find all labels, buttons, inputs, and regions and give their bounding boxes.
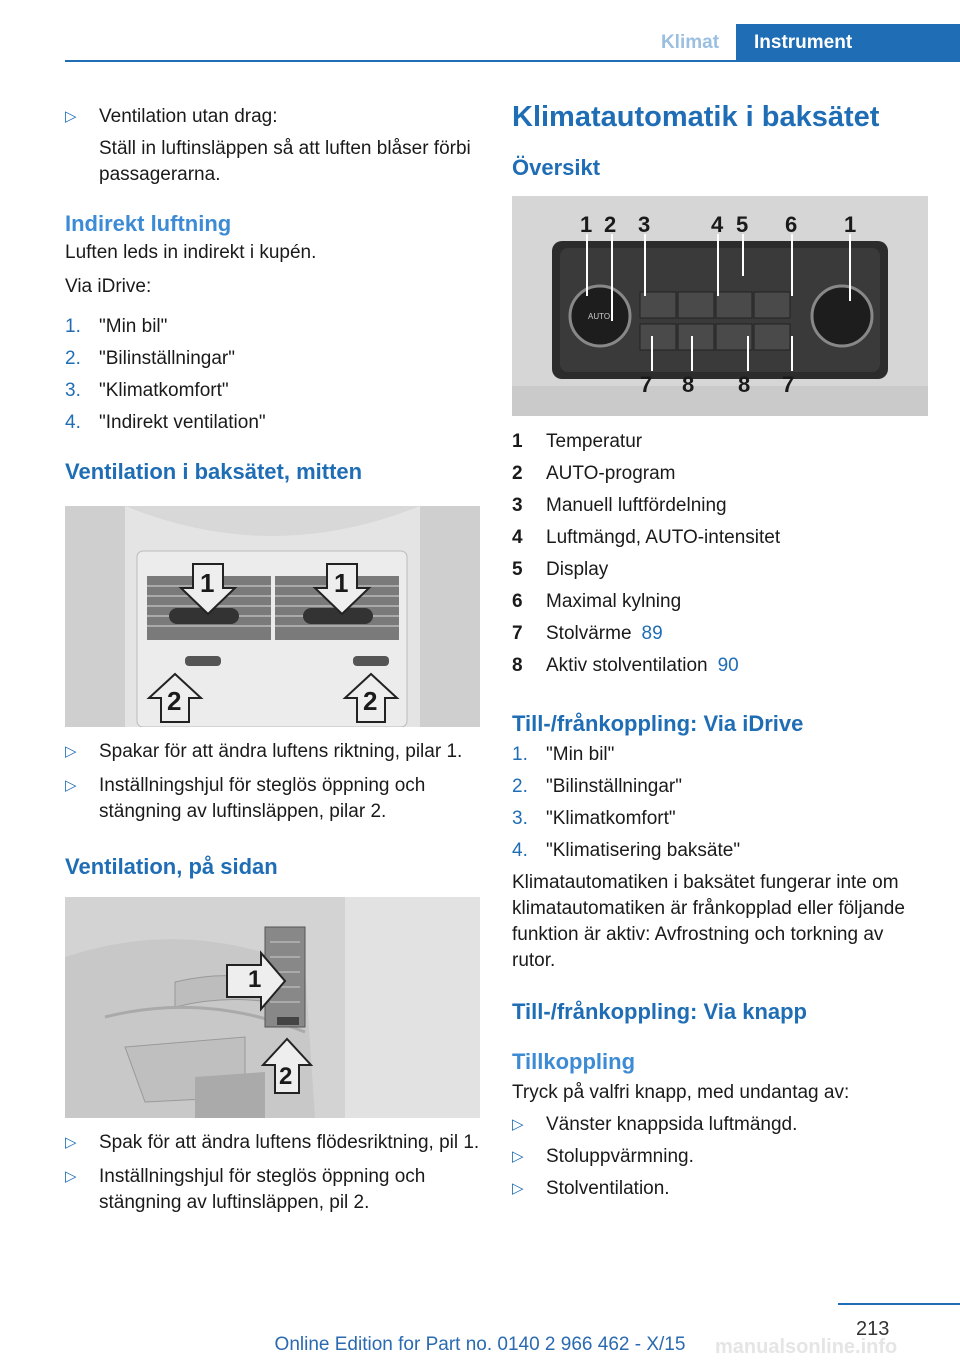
triangle-bullet-icon: ▷	[65, 108, 77, 125]
step-label: "Bilinställningar"	[546, 776, 682, 797]
panel-number-4: 4	[711, 212, 724, 237]
panel-number-1b: 1	[844, 212, 857, 237]
heading-knapp: Till-/frånkoppling: Via knapp	[512, 999, 807, 1024]
triangle-bullet-icon: ▷	[512, 1148, 524, 1165]
list-item	[65, 314, 480, 340]
list-item	[512, 742, 928, 768]
legend-item	[512, 586, 928, 618]
panel-number-1: 1	[580, 212, 593, 237]
step-number: 2.	[512, 776, 528, 797]
legend-number: 2	[512, 463, 523, 484]
legend-label: Stolvärme	[546, 623, 632, 644]
triangle-bullet-icon: ▷	[512, 1116, 524, 1133]
left-column	[65, 100, 480, 1216]
legend-item	[512, 426, 928, 458]
tab-klimat[interactable]: Klimat	[660, 32, 720, 53]
bullet-item	[512, 1144, 928, 1170]
panel-number-7b: 7	[782, 372, 795, 397]
list-item	[65, 346, 480, 372]
legend-number: 6	[512, 591, 523, 612]
bullet-text: Inställningshjul för steglös öppning och stängning av luftinsläppen, pil 2.	[99, 1166, 426, 1213]
paragraph-note: Klimatautomatiken i baksätet fungerar inte om klimatautomatiken är frånkopplad eller följande funktion är aktiv: Avfrostning och torkning av rutor.	[512, 872, 905, 971]
step-label: "Klimatkomfort"	[546, 808, 676, 829]
paragraph: Via iDrive:	[65, 276, 152, 297]
step-label: "Indirekt ventilation"	[99, 412, 266, 433]
panel-number-6: 6	[785, 212, 798, 237]
legend-number: 1	[512, 431, 523, 452]
right-column	[512, 100, 928, 1202]
control-panel-image	[512, 196, 928, 416]
list-item	[65, 378, 480, 404]
arrow-label-2: 2	[279, 1063, 293, 1090]
step-number: 1.	[65, 316, 81, 337]
page-reference-link[interactable]: 90	[717, 655, 739, 676]
legend-item	[512, 458, 928, 490]
page-reference-link[interactable]: 89	[641, 623, 663, 644]
legend-label: Display	[546, 559, 609, 580]
step-number: 1.	[512, 744, 528, 765]
page-title: Klimatautomatik i baksätet	[512, 101, 880, 133]
bullet-item	[65, 739, 480, 765]
edition-footer: Online Edition for Part no. 0140 2 966 462 - X/15	[274, 1334, 686, 1355]
step-number: 3.	[65, 380, 81, 401]
legend-label: Manuell luftfördelning	[546, 495, 727, 516]
bullet-text: Ställ in luftinsläppen så att luften blåser förbi passagerarna.	[99, 138, 471, 185]
bullet-item	[65, 1130, 480, 1156]
legend-label: AUTO-program	[546, 463, 676, 484]
legend-label: Maximal kylning	[546, 591, 682, 612]
legend-number: 4	[512, 527, 523, 548]
panel-number-3: 3	[638, 212, 651, 237]
triangle-bullet-icon: ▷	[512, 1180, 524, 1197]
bullet-ventilation-utan-drag	[65, 104, 480, 188]
bullet-text: Vänster knappsida luftmängd.	[546, 1114, 798, 1135]
bullet-title: Ventilation utan drag:	[99, 106, 278, 127]
side-vent-image	[65, 897, 480, 1118]
center-vent-illustration	[65, 506, 480, 727]
arrow-label-1: 1	[248, 966, 262, 993]
steps-list	[512, 742, 928, 864]
bullet-text: Spak för att ändra luftens flödesriktning, pil 1.	[99, 1132, 480, 1153]
arrow-label-2: 2	[363, 686, 378, 716]
bullet-item	[512, 1112, 928, 1138]
panel-number-2: 2	[604, 212, 617, 237]
list-item	[512, 838, 928, 864]
watermark: manualsonline.info	[715, 1336, 898, 1358]
heading-ventilation-sidan: Ventilation, på sidan	[65, 854, 278, 879]
step-label: "Klimatkomfort"	[99, 380, 229, 401]
step-label: "Min bil"	[99, 316, 168, 337]
step-label: "Bilinställningar"	[99, 348, 235, 369]
panel-number-7: 7	[640, 372, 653, 397]
heading-idrive: Till-/frånkoppling: Via iDrive	[512, 711, 804, 736]
legend-number: 5	[512, 559, 523, 580]
triangle-bullet-icon: ▷	[65, 777, 77, 794]
step-label: "Min bil"	[546, 744, 615, 765]
step-number: 2.	[65, 348, 81, 369]
legend-item	[512, 618, 928, 650]
heading-tillkoppling: Tillkoppling	[512, 1049, 636, 1074]
legend-list	[512, 426, 928, 682]
header-rule	[65, 60, 960, 62]
bullet-text: Spakar för att ändra luftens riktning, pilar 1.	[99, 741, 463, 762]
side-vent-illustration	[65, 897, 480, 1118]
center-vent-image	[65, 506, 480, 727]
panel-number-8: 8	[682, 372, 695, 397]
footer-rule	[838, 1303, 960, 1305]
triangle-bullet-icon: ▷	[65, 1134, 77, 1151]
legend-item	[512, 650, 928, 682]
triangle-bullet-icon: ▷	[65, 1168, 77, 1185]
legend-label: Temperatur	[546, 431, 643, 452]
triangle-bullet-icon: ▷	[65, 743, 77, 760]
heading-oversikt: Översikt	[512, 155, 601, 180]
heading-ventilation-mitten: Ventilation i baksätet, mitten	[65, 459, 363, 484]
panel-knob-label: AUTO	[588, 312, 611, 321]
legend-number: 7	[512, 623, 523, 644]
arrow-label-2: 2	[167, 686, 182, 716]
list-item	[512, 774, 928, 800]
bullet-text: Stolventilation.	[546, 1178, 670, 1199]
step-number: 4.	[512, 840, 528, 861]
list-item	[512, 806, 928, 832]
list-item	[65, 410, 480, 436]
legend-item	[512, 490, 928, 522]
bullet-text: Inställningshjul för steglös öppning och stängning av luftinsläppen, pilar 2.	[99, 775, 426, 822]
tab-instrument[interactable]: Instrument	[736, 24, 960, 60]
arrow-label-1: 1	[334, 568, 349, 598]
bullet-item	[512, 1176, 928, 1202]
steps-list	[65, 314, 480, 436]
bullet-item	[65, 773, 480, 825]
paragraph: Luften leds in indirekt i kupén.	[65, 242, 317, 263]
legend-label: Luftmängd, AUTO-intensitet	[546, 527, 781, 548]
legend-number: 3	[512, 495, 523, 516]
heading-indirekt-luftning: Indirekt luftning	[65, 211, 232, 236]
paragraph: Tryck på valfri knapp, med undantag av:	[512, 1082, 850, 1103]
panel-number-5: 5	[736, 212, 749, 237]
panel-number-8b: 8	[738, 372, 751, 397]
step-number: 4.	[65, 412, 81, 433]
step-number: 3.	[512, 808, 528, 829]
step-label: "Klimatisering baksäte"	[546, 840, 741, 861]
legend-item	[512, 522, 928, 554]
arrow-label-1: 1	[200, 568, 215, 598]
bullet-item	[65, 1164, 480, 1216]
bullet-text: Stoluppvärmning.	[546, 1146, 694, 1167]
legend-item	[512, 554, 928, 586]
page-number: 213	[856, 1318, 890, 1340]
legend-number: 8	[512, 655, 523, 676]
legend-label: Aktiv stolventilation	[546, 655, 708, 676]
